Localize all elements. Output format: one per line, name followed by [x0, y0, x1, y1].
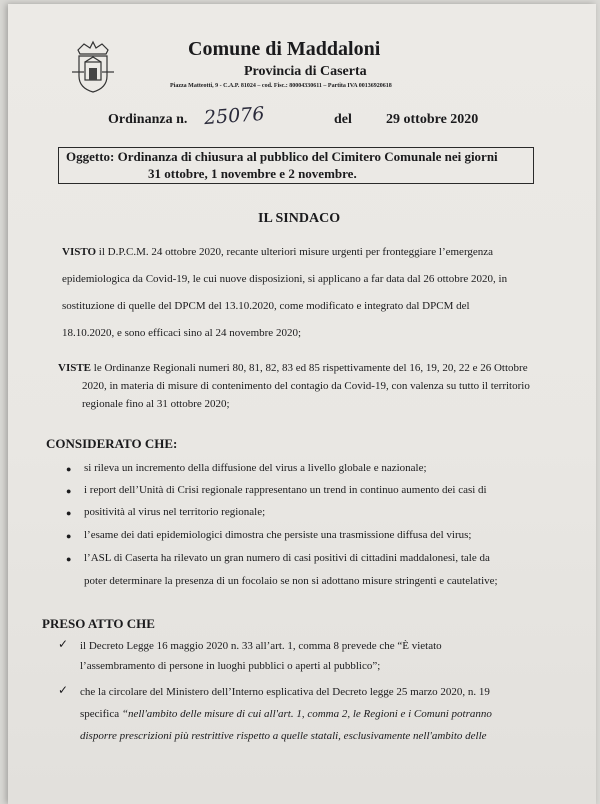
preso-item-1b: l’assembramento di persone in luoghi pubblici o aperti al pubblico”;: [80, 660, 381, 672]
considerato-item-4a: l’ASL di Caserta ha rilevato un gran numero di casi positivi di cittadini maddalonesi, tale da: [84, 552, 490, 564]
viste-line-2: 2020, in materia di misure di contenimento del contagio da Covid-19, con valenza su tutto il territorio: [82, 380, 530, 392]
visto-line-3: sostituzione di quelle del DPCM del 13.10.2020, come modificato e integrato dal DPCM del: [62, 300, 470, 312]
considerato-heading: CONSIDERATO CHE:: [46, 436, 178, 451]
visto-text-1: il D.P.C.M. 24 ottobre 2020, recante ulteriori misure urgenti per fronteggiare l’emergenza: [96, 246, 494, 258]
province-name: Provincia di Caserta: [244, 64, 367, 79]
visto-keyword: VISTO: [62, 246, 97, 258]
visto-line-1: [62, 246, 493, 258]
bullet-icon: ●: [66, 508, 72, 518]
document-page: [8, 4, 596, 804]
considerato-item-2a: i report dell’Unità di Crisi regionale rappresentano un trend in continuo aumento dei casi di: [84, 484, 487, 496]
viste-line-1: [58, 362, 528, 374]
considerato-item-3: l’esame dei dati epidemiologici dimostra che persiste una trasmissione diffusa del virus;: [84, 529, 472, 541]
ordinance-date: 29 ottobre 2020: [386, 112, 479, 127]
considerato-item-1: si rileva un incremento della diffusione del virus a livello globale e nazionale;: [84, 462, 427, 474]
preso-heading: PRESO ATTO CHE: [42, 616, 155, 631]
viste-text-1: le Ordinanze Regionali numeri 80, 81, 82, 83 ed 85 rispettivamente del 16, 19, 20, 22 e 26 Ottobre: [91, 362, 528, 374]
sindaco-heading: IL SINDACO: [258, 211, 341, 226]
subject-line-1: Oggetto: Ordinanza di chiusura al pubblico del Cimitero Comunale nei giorni: [66, 149, 498, 164]
viste-line-3: regionale fino al 31 ottobre 2020;: [82, 398, 230, 410]
preso-item-2a: che la circolare del Ministero dell’Interno esplicativa del Decreto legge 25 marzo 2020, n. 19: [80, 686, 490, 698]
bullet-icon: ●: [66, 486, 72, 496]
ordinance-del-label: del: [334, 112, 352, 127]
visto-line-4: 18.10.2020, e sono efficaci sino al 24 novembre 2020;: [62, 327, 301, 339]
subject-line-2: 31 ottobre, 1 novembre e 2 novembre.: [148, 166, 357, 181]
preso-item-2c: disporre prescrizioni più restrittive rispetto a quelle statali, esclusivamente nell'ambito delle: [80, 730, 487, 742]
considerato-item-4b: poter determinare la presenza di un focolaio se non si adottano misure stringenti e cautelative;: [84, 575, 498, 587]
municipal-crest-icon: [70, 36, 116, 94]
bullet-icon: ●: [66, 464, 72, 474]
visto-line-2: epidemiologica da Covid-19, le cui nuove disposizioni, si applicano a far data dal 26 ottobre 2020, in: [62, 273, 508, 285]
preso-item-2b: [80, 708, 492, 720]
municipality-title: Comune di Maddaloni: [188, 38, 381, 60]
ordinance-label: Ordinanza n.: [108, 112, 188, 127]
viste-keyword: VISTE: [58, 362, 92, 374]
preso-item-1a: il Decreto Legge 16 maggio 2020 n. 33 all’art. 1, comma 8 prevede che “È vietato: [80, 640, 442, 652]
considerato-item-2b: positività al virus nel territorio regionale;: [84, 506, 266, 518]
check-icon: ✓: [58, 683, 69, 697]
ordinance-number: 25076: [203, 102, 266, 130]
bullet-icon: ●: [66, 554, 72, 564]
preso-item-2b-plain: specifica: [80, 708, 122, 720]
municipality-address: Piazza Matteotti, 9 - C.A.P. 81024 – cod. Fisc.: 80004330611 – Partita IVA 00136920618: [170, 83, 392, 89]
check-icon: ✓: [58, 637, 69, 651]
preso-item-2b-quote: “nell'ambito delle misure di cui all'art. 1, comma 2, le Regioni e i Comuni potranno: [121, 708, 492, 720]
bullet-icon: ●: [66, 531, 72, 541]
